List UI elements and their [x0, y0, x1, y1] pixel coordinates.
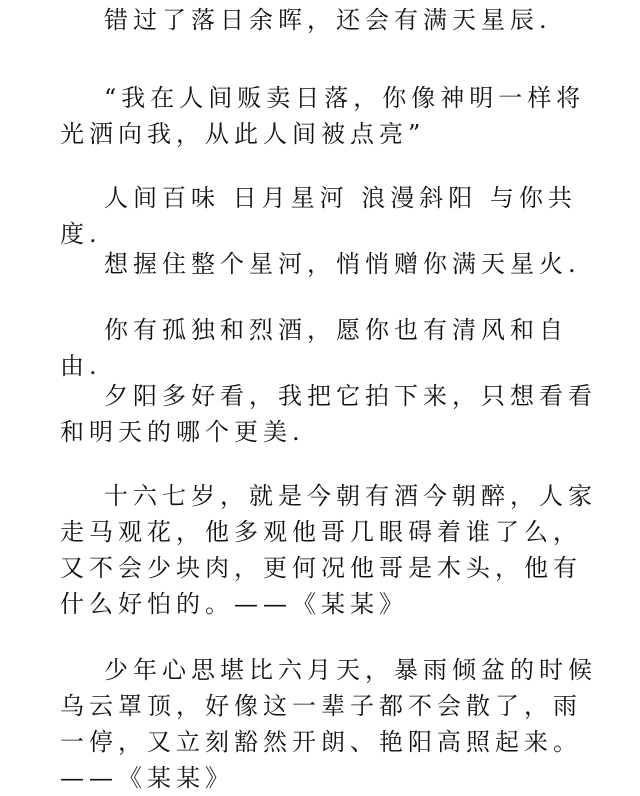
paragraph-3: 人间百味 日月星河 浪漫斜阳 与你共度. — [60, 184, 577, 248]
paragraph-5: 你有孤独和烈酒，愿你也有清风和自由. — [60, 316, 568, 380]
paragraph-4: 想握住整个星河，悄悄赠你满天星火. — [104, 250, 581, 278]
paragraph-2: “我在人间贩卖日落，你像神明一样将光洒向我，从此人间被点亮” — [60, 84, 586, 148]
paragraph-6: 夕阳多好看，我把它拍下来，只想看看和明天的哪个更美. — [60, 382, 597, 446]
paragraph-1: 错过了落日余晖，还会有满天星辰. — [104, 6, 552, 34]
paragraph-8: 少年心思堪比六月天，暴雨倾盆的时候乌云罩顶，好像这一辈子都不会散了，雨一停，又立刻豁然开朗、艳阳高照起来。——《某某》 — [60, 656, 597, 792]
paragraph-7: 十六七岁，就是今朝有酒今朝醉，人家走马观花，他多观他哥几眼碍着谁了么，又不会少块肉，更何况他哥是木头，他有什么好怕的。——《某某》 — [60, 482, 597, 618]
